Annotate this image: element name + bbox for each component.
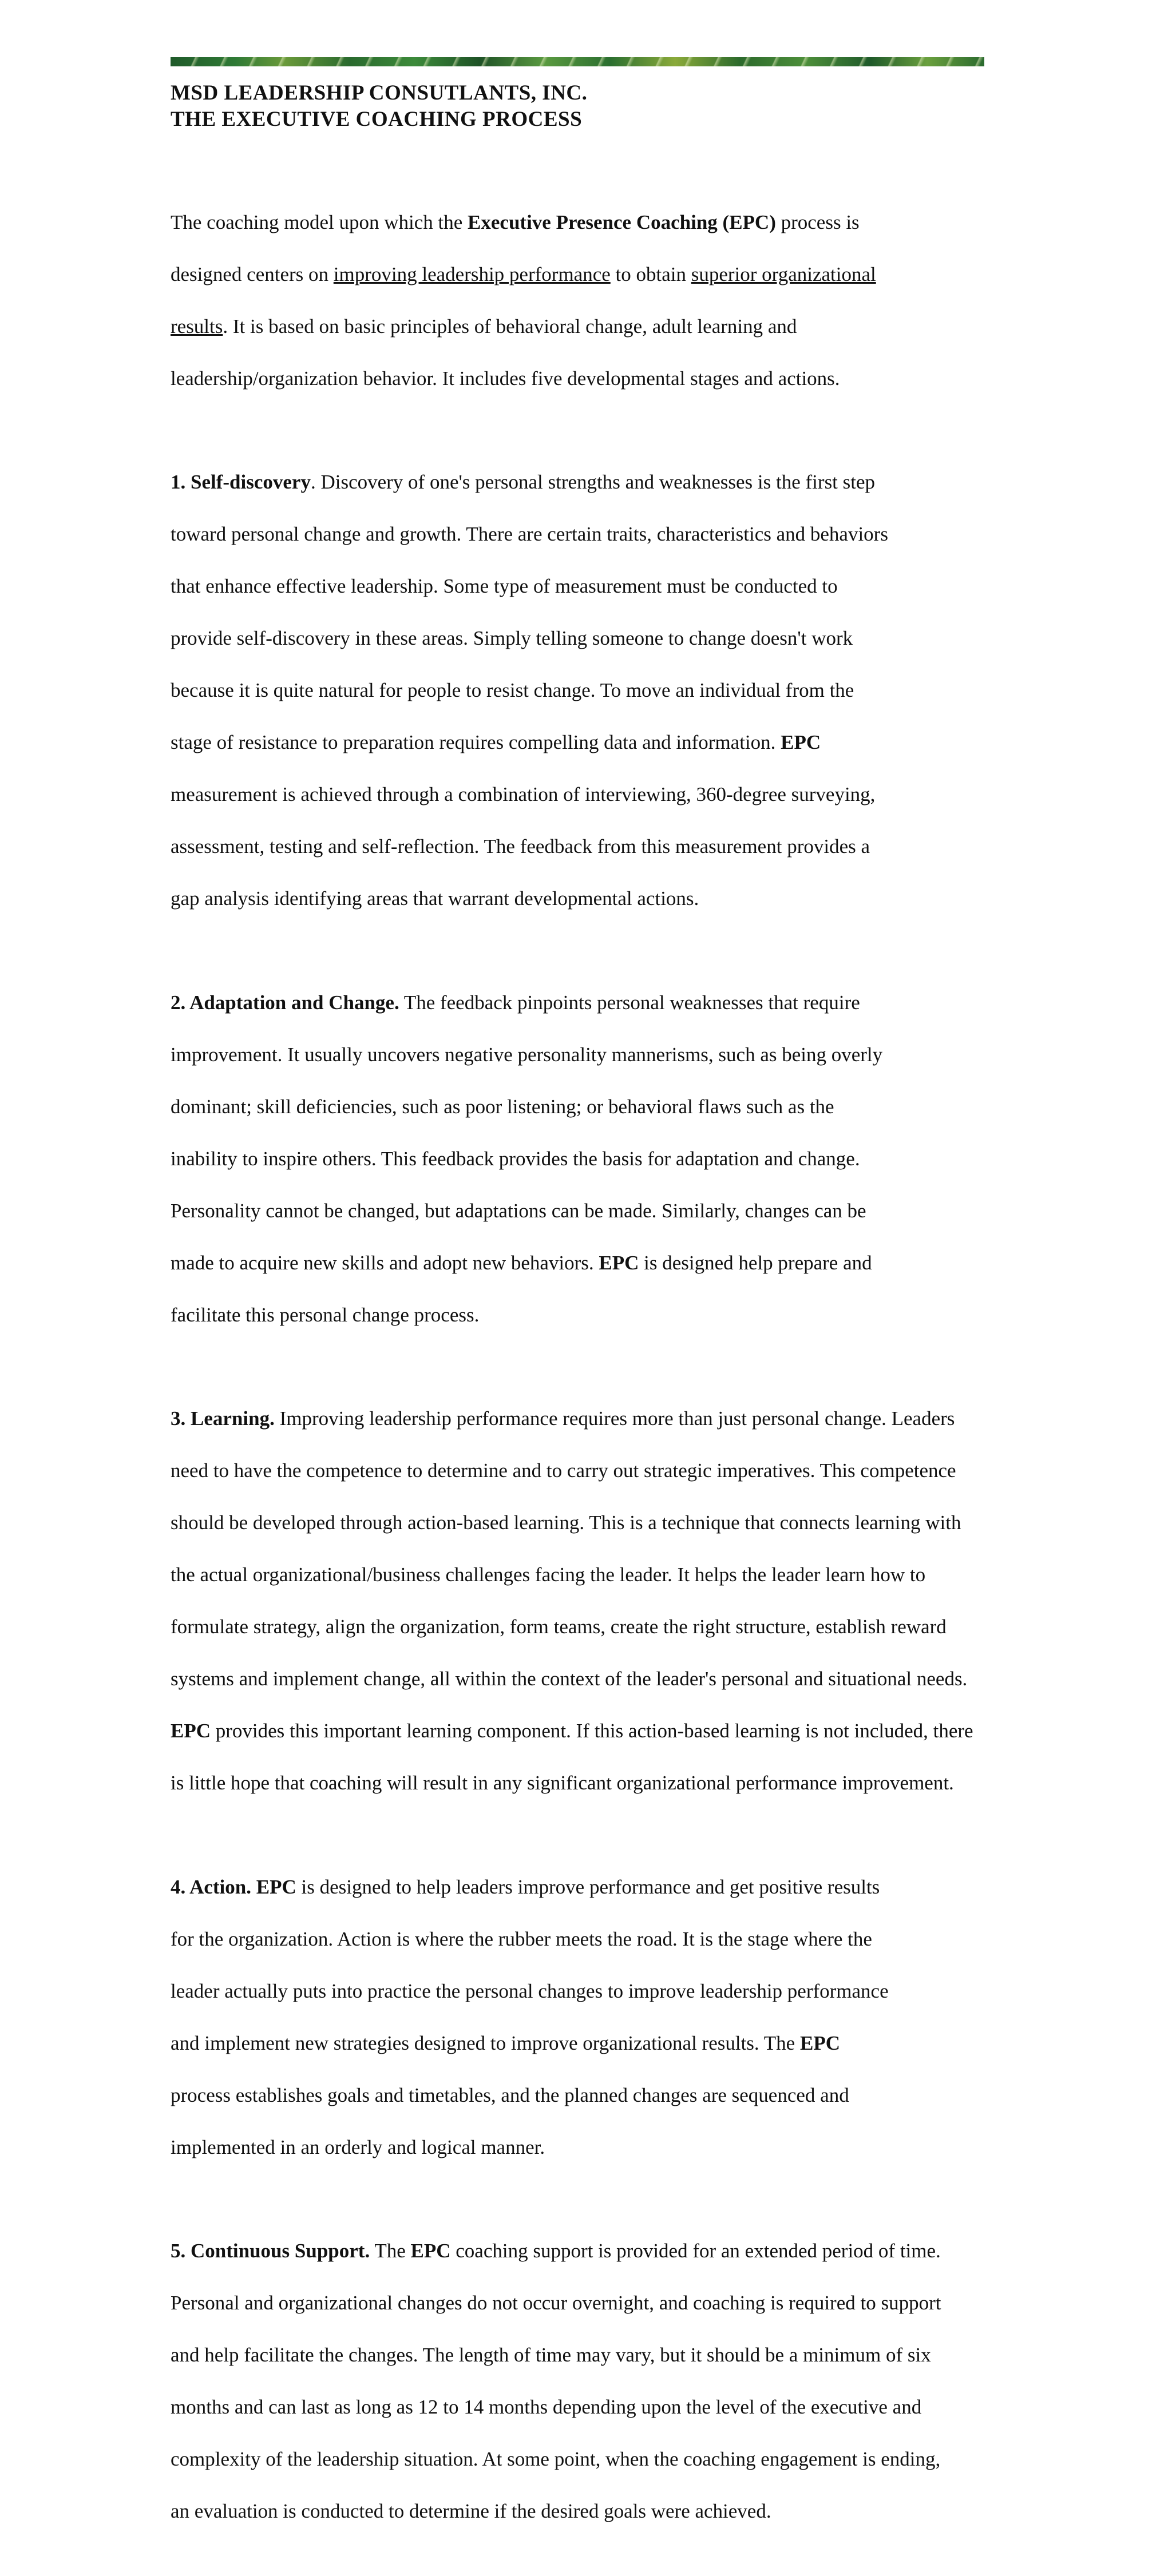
- underlined-phrase: results: [171, 315, 223, 338]
- section-line: [171, 2238, 1086, 2264]
- section-line: systems and implement change, all within the context of the leader's personal and situational needs.: [171, 1668, 968, 1690]
- document-body: [171, 183, 1086, 2576]
- text-run: is designed to help leaders improve performance and get positive results: [296, 1875, 880, 1898]
- section-line: toward personal change and growth. There are certain traits, characteristics and behaviors: [171, 523, 888, 545]
- section-self-discovery: [171, 443, 1086, 938]
- underlined-phrase: improving leadership performance: [333, 263, 611, 285]
- text-run: stage of resistance to preparation requires compelling data and information.: [171, 731, 781, 753]
- text-run: to obtain: [610, 263, 691, 285]
- section-line: and help facilitate the changes. The length of time may vary, but it should be a minimum of six: [171, 2344, 931, 2366]
- text-run: . Discovery of one's personal strengths and weaknesses is the first step: [310, 471, 876, 493]
- section-line: [171, 2030, 1086, 2057]
- epc-term: EPC: [171, 1720, 211, 1742]
- epc-term: EPC: [781, 731, 821, 753]
- text-run: Improving leadership performance requires more than just personal change. Leaders: [274, 1407, 955, 1430]
- section-line: [171, 990, 1086, 1016]
- section-line: because it is quite natural for people to resist change. To move an individual from the: [171, 679, 854, 701]
- section-line: [171, 1874, 1086, 1900]
- section-line: improvement. It usually uncovers negative personality mannerisms, such as being overly: [171, 1043, 883, 1066]
- section-line: assessment, testing and self-reflection. The feedback from this measurement provides a: [171, 835, 870, 858]
- section-line: measurement is achieved through a combination of interviewing, 360-degree surveying,: [171, 783, 876, 805]
- intro-line-4: leadership/organization behavior. It includes five developmental stages and actions.: [171, 367, 840, 390]
- underlined-phrase: superior organizational: [691, 263, 876, 285]
- section-line: Personal and organizational changes do not occur overnight, and coaching is required to support: [171, 2292, 941, 2314]
- text-run: is designed help prepare and: [639, 1251, 872, 1274]
- section-title: 5. Continuous Support.: [171, 2240, 370, 2262]
- section-line: formulate strategy, align the organization, form teams, create the right structure, establish reward: [171, 1616, 947, 1638]
- section-line: Personality cannot be changed, but adaptations can be made. Similarly, changes can be: [171, 1199, 866, 1222]
- section-line: for the organization. Action is where the rubber meets the road. It is the stage where the: [171, 1927, 872, 1950]
- section-line: [171, 1718, 1086, 1744]
- epc-term: Executive Presence Coaching (EPC): [468, 211, 776, 233]
- section-line: is little hope that coaching will result in any significant organizational performance improvement.: [171, 1772, 954, 1794]
- text-run: made to acquire new skills and adopt new behaviors.: [171, 1251, 599, 1274]
- section-line: that enhance effective leadership. Some type of measurement must be conducted to: [171, 575, 838, 597]
- text-run: The: [370, 2240, 411, 2262]
- section-line: gap analysis identifying areas that warrant developmental actions.: [171, 887, 699, 910]
- section-line: process establishes goals and timetables, and the planned changes are sequenced and: [171, 2083, 849, 2106]
- epc-term: EPC: [256, 1875, 296, 1898]
- section-adaptation-and-change: [171, 963, 1086, 1354]
- epc-term: EPC: [799, 2031, 840, 2054]
- section-title: 3. Learning.: [171, 1407, 275, 1430]
- company-name: MSD LEADERSHIP CONSUTLANTS, INC.: [171, 81, 588, 105]
- text-run: and implement new strategies designed to improve organizational results. The: [171, 2031, 800, 2054]
- section-line: [171, 729, 1086, 756]
- section-line: an evaluation is conducted to determine if the desired goals were achieved.: [171, 2500, 771, 2522]
- section-learning: [171, 1380, 1086, 1823]
- section-line: implemented in an orderly and logical manner.: [171, 2136, 545, 2158]
- section-action: [171, 1848, 1086, 2186]
- text-run: . It is based on basic principles of behavioral change, adult learning and: [223, 315, 797, 338]
- document-header: [171, 80, 587, 133]
- text-run: provides this important learning component. If this action-based learning is not included, there: [211, 1720, 973, 1742]
- section-line: should be developed through action-based learning. This is a technique that connects learning with: [171, 1511, 961, 1534]
- intro-paragraph: [171, 183, 1086, 418]
- intro-line-2: [171, 261, 1086, 288]
- text-run: The coaching model upon which the: [171, 211, 468, 233]
- section-line: inability to inspire others. This feedback provides the basis for adaptation and change.: [171, 1147, 860, 1170]
- section-title: 1. Self-discovery: [171, 471, 311, 493]
- text-run: The feedback pinpoints personal weaknesses that require: [399, 991, 860, 1014]
- section-line: leader actually puts into practice the personal changes to improve leadership performance: [171, 1979, 889, 2002]
- section-title: 4. Action.: [171, 1875, 256, 1898]
- section-line: dominant; skill deficiencies, such as poor listening; or behavioral flaws such as the: [171, 1095, 834, 1118]
- section-title: 2. Adaptation and Change.: [171, 991, 399, 1014]
- section-line: the actual organizational/business challenges facing the leader. It helps the leader learn how to: [171, 1563, 926, 1586]
- header-banner: [171, 57, 984, 66]
- document-title: THE EXECUTIVE COACHING PROCESS: [171, 108, 583, 131]
- section-line: months and can last as long as 12 to 14 months depending upon the level of the executive and: [171, 2396, 922, 2418]
- epc-term: EPC: [599, 1251, 639, 1274]
- intro-line-1: [171, 209, 1086, 236]
- text-run: process is: [775, 211, 860, 233]
- section-line: [171, 1406, 1086, 1432]
- section-line: need to have the competence to determine and to carry out strategic imperatives. This competence: [171, 1459, 956, 1482]
- section-line: complexity of the leadership situation. At some point, when the coaching engagement is ending,: [171, 2448, 941, 2470]
- intro-line-3: [171, 313, 1086, 340]
- section-line: provide self-discovery in these areas. Simply telling someone to change doesn't work: [171, 627, 853, 649]
- section-line: facilitate this personal change process.: [171, 1303, 480, 1326]
- text-run: coaching support is provided for an extended period of time.: [450, 2240, 941, 2262]
- section-line: [171, 1250, 1086, 1276]
- section-line: [171, 469, 1086, 495]
- text-run: designed centers on: [171, 263, 334, 285]
- epc-term: EPC: [410, 2240, 451, 2262]
- section-continuous-support: [171, 2212, 1086, 2551]
